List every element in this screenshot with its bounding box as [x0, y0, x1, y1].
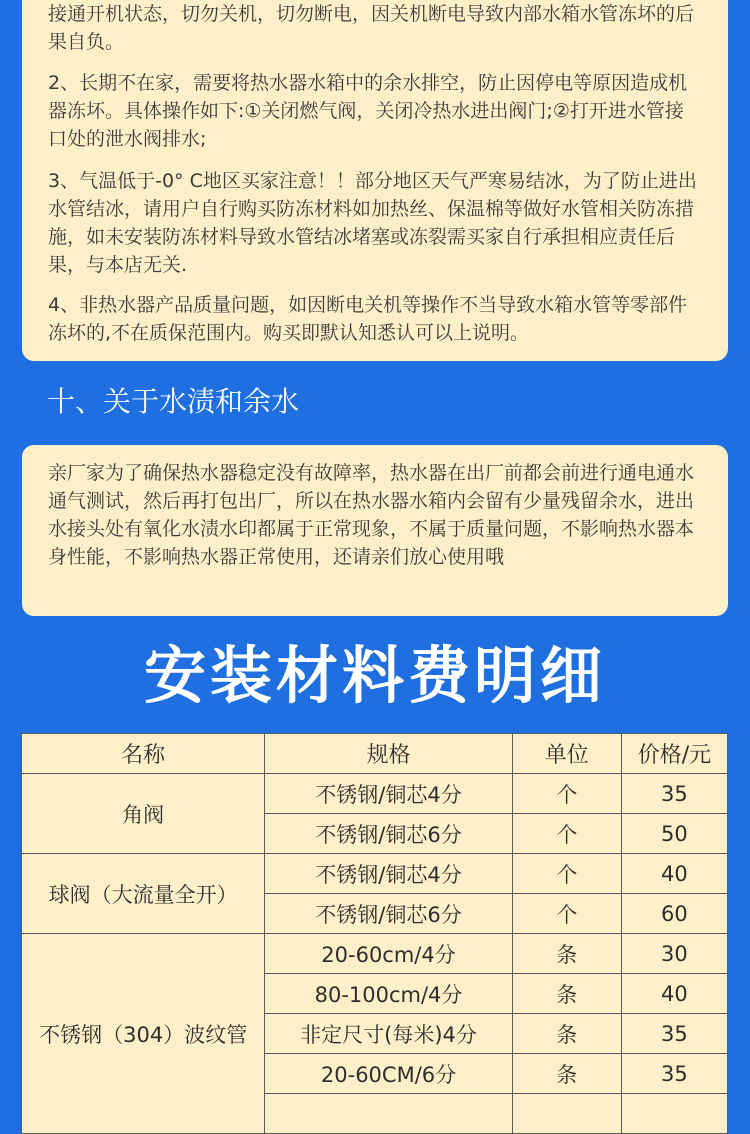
item-spec: 80-100cm/4分: [265, 974, 512, 1014]
item-spec: 不锈钢/铜芯4分: [265, 854, 512, 894]
table-row: [22, 774, 728, 814]
notice-paragraph-2: 2、长期不在家，需要将热水器水箱中的余水排空，防止因停电等原因造成机器冻坏。具体操作如下:①关闭燃气阀，关闭冷热水进出阀门;②打开进水管接口处的泄水阀排水;: [48, 72, 688, 150]
item-unit: 条: [512, 1054, 621, 1094]
item-price: 35: [621, 1014, 727, 1054]
item-spec: 不锈钢/铜芯6分: [265, 814, 512, 854]
notice-paragraph-4: 4、非热水器产品质量问题，如因断电关机等操作不当导致水箱水管等零部件冻坏的,不在质保范围内。购买即默认知悉认可以上说明。: [48, 294, 688, 344]
item-spec: 不锈钢/铜芯6分: [265, 894, 512, 934]
item-price: 60: [621, 894, 727, 934]
fees-table: [21, 733, 728, 1134]
header-spec: 规格: [265, 734, 512, 774]
water-stain-paragraph: 亲厂家为了确保热水器稳定没有故障率，热水器在出厂前都会前进行通电通水通气测试，然后再打包出厂，所以在热水器水箱内会留有少量残留余水，进出水接头处有氧化水渍水印都属于正常现象，不属于质量问题，不影响热水器本身性能，不影响热水器正常使用，还请亲们放心使用哦: [48, 462, 695, 568]
header-unit: 单位: [512, 734, 621, 774]
fees-header-row: [22, 734, 728, 774]
item-unit: 个: [512, 894, 621, 934]
item-price: 30: [621, 934, 727, 974]
item-unit: [512, 1094, 621, 1134]
item-spec: 非定尺寸(每米)4分: [265, 1014, 512, 1054]
item-price: [621, 1094, 727, 1134]
item-price: 35: [621, 774, 727, 814]
item-unit: 条: [512, 1014, 621, 1054]
item-name: 角阀: [22, 774, 265, 854]
item-price: 40: [621, 974, 727, 1014]
item-price: 35: [621, 1054, 727, 1094]
item-spec: 20-60CM/6分: [265, 1054, 512, 1094]
item-spec: [265, 1094, 512, 1134]
header-price: 价格/元: [621, 734, 727, 774]
notice-paragraph-1: 接通开机状态，切勿关机，切勿断电，因关机断电导致内部水箱水管冻坏的后果自负。: [48, 3, 695, 53]
header-name: 名称: [22, 734, 265, 774]
item-unit: 个: [512, 854, 621, 894]
notice-card: [22, 0, 728, 361]
water-stain-card: [22, 445, 728, 616]
item-price: 40: [621, 854, 727, 894]
item-price: 50: [621, 814, 727, 854]
item-spec: 20-60cm/4分: [265, 934, 512, 974]
section-10-heading: 十、关于水渍和余水: [47, 385, 300, 418]
item-unit: 个: [512, 814, 621, 854]
fees-title: 安装材料费明细: [143, 639, 606, 712]
notice-paragraph-3: 3、气温低于-0° C地区买家注意！！部分地区天气严寒易结冰，为了防止进出水管结冰，请用户自行购买防冻材料如加热丝、保温棉等做好水管相关防冻措施，如未安装防冻材料导致水管结冰堵塞或冻裂需买家自行承担相应责任后果，与本店无关.: [48, 170, 697, 276]
item-unit: 条: [512, 974, 621, 1014]
item-unit: 条: [512, 934, 621, 974]
item-name: 不锈钢（304）波纹管: [22, 934, 265, 1134]
item-spec: 不锈钢/铜芯4分: [265, 774, 512, 814]
table-row: [22, 854, 728, 894]
table-row: [22, 934, 728, 974]
item-unit: 个: [512, 774, 621, 814]
item-name: 球阀（大流量全开）: [22, 854, 265, 934]
